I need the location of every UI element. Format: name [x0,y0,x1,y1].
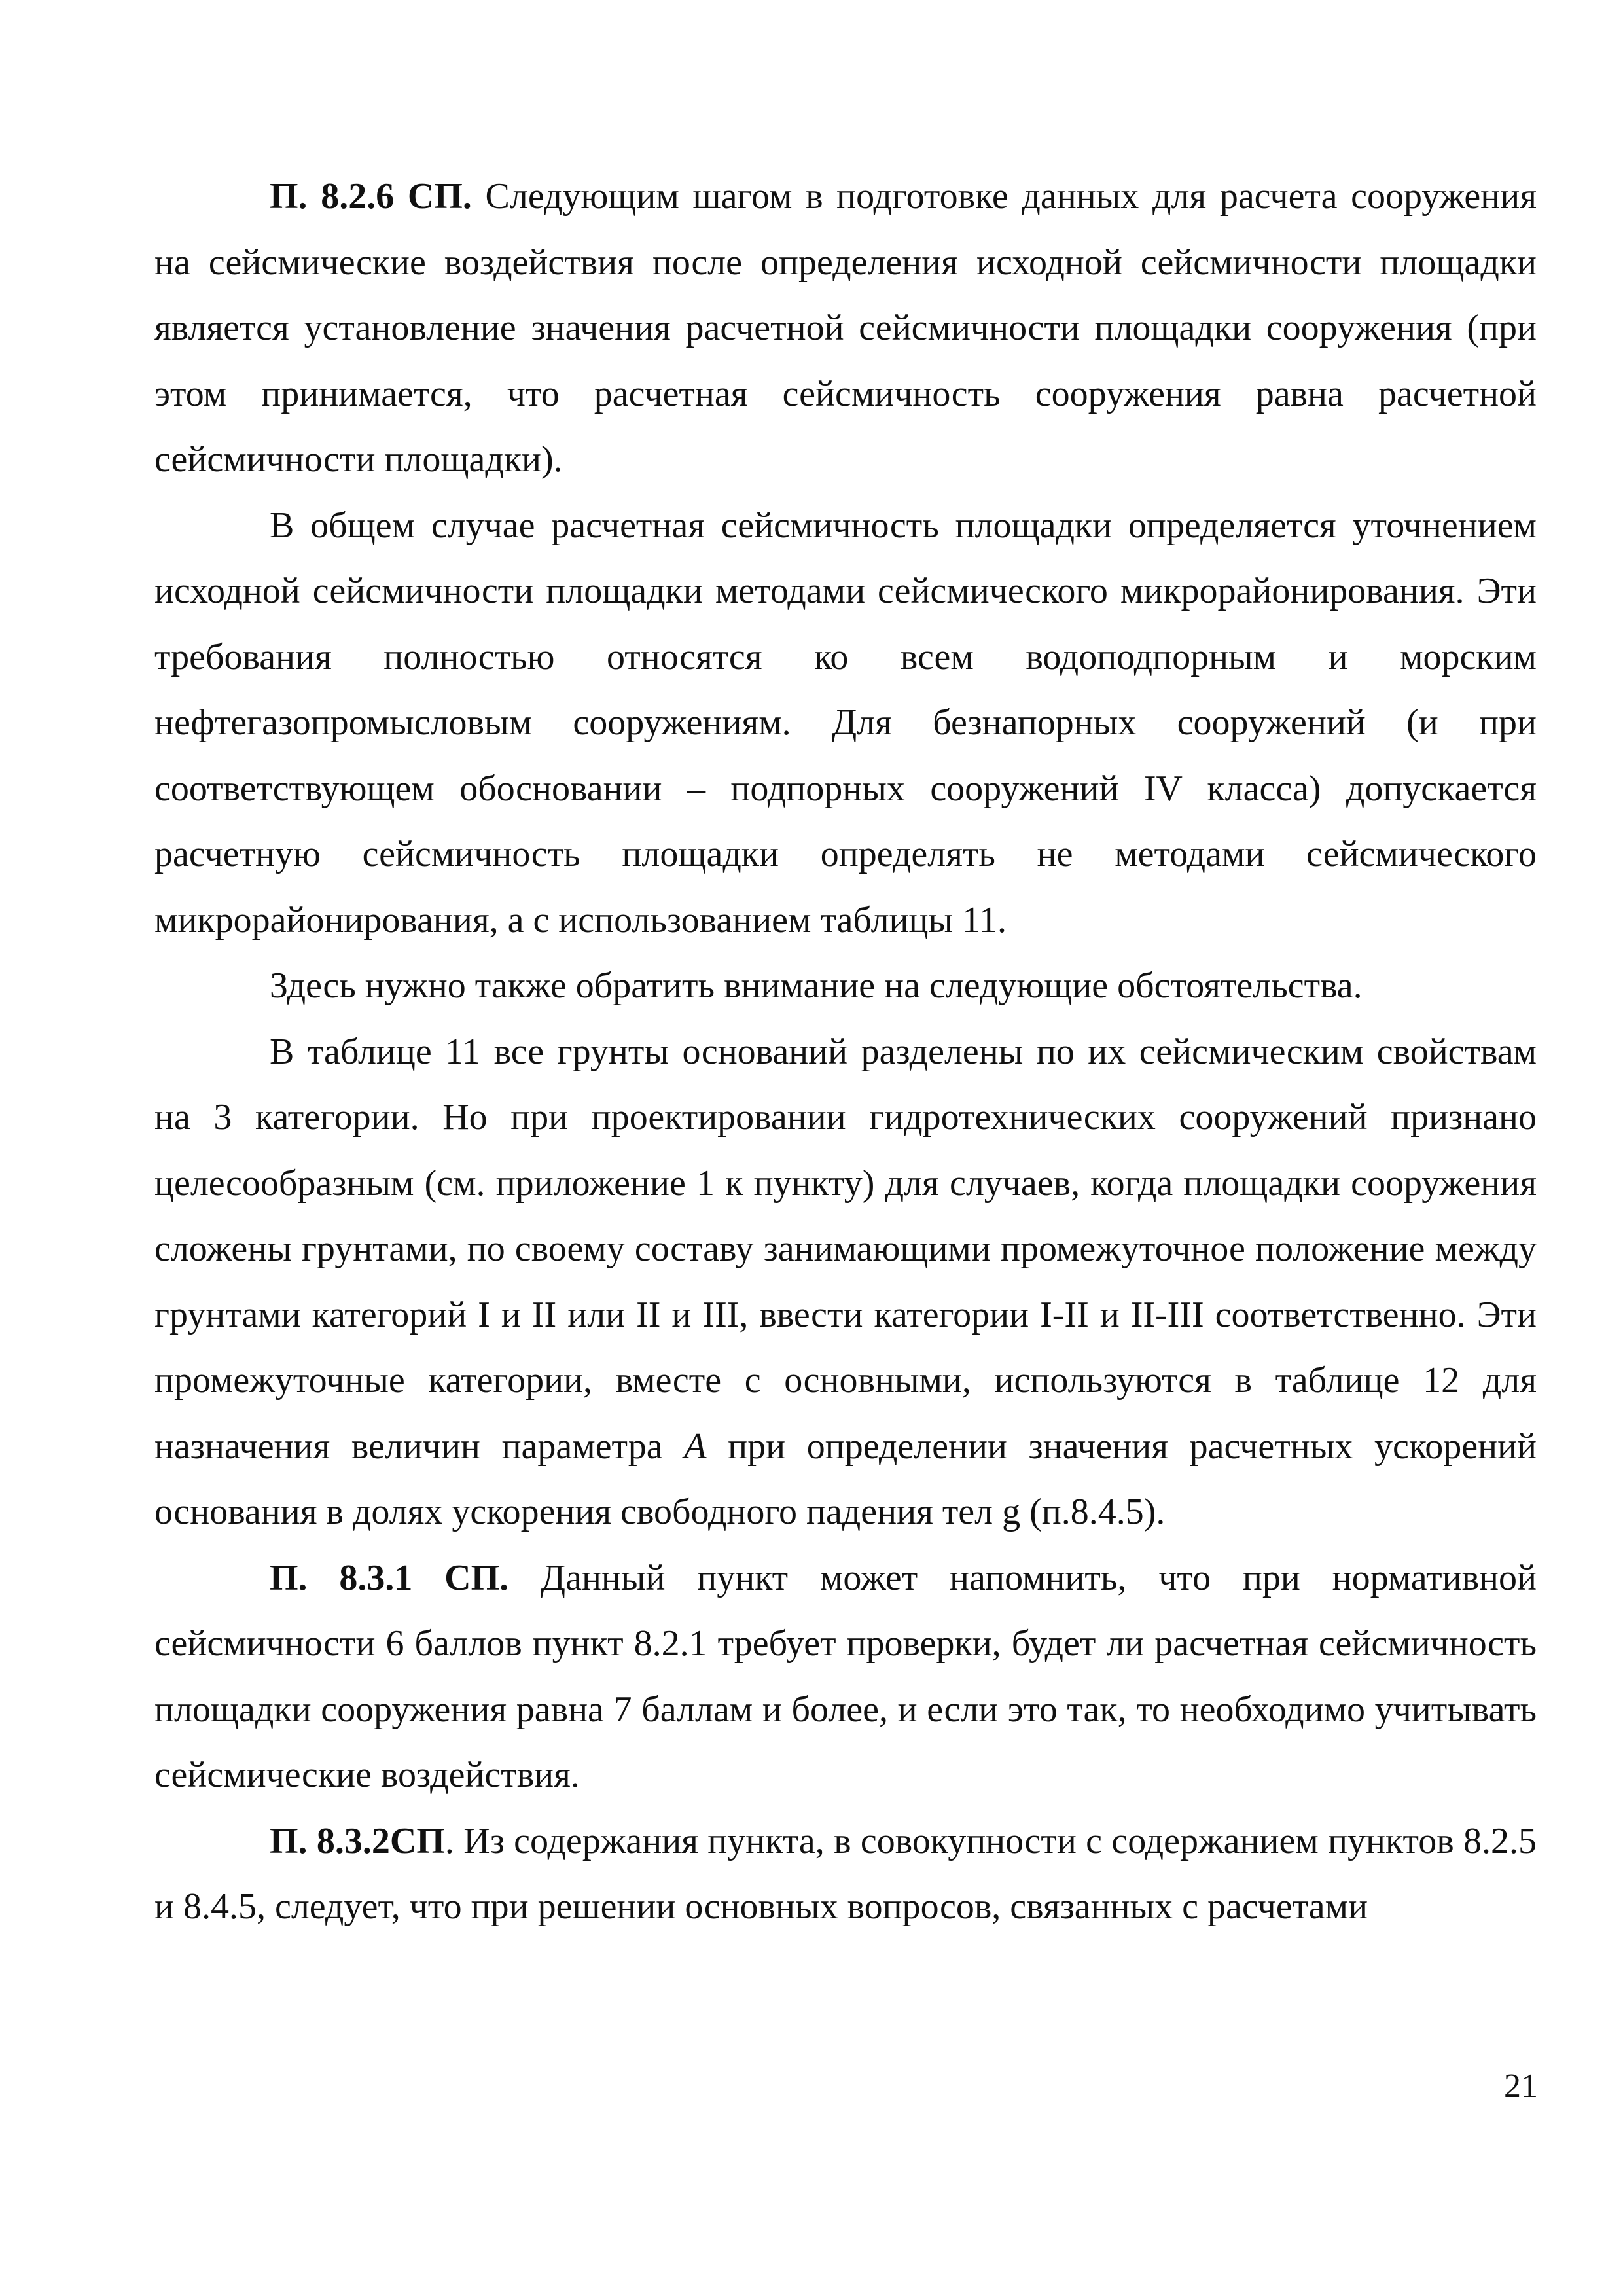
paragraph-text: при определении значения расчетных ускорений основания в долях ускорения свободного падения тел g (п.8.4.5). [154,1426,1537,1532]
parameter-a: A [684,1426,707,1467]
section-lead-8-2-6: П. 8.2.6 СП. [270,176,472,217]
paragraph-text: . Из содержания пункта, в совокупности с содержанием пунктов 8.2.5 и 8.4.5, следует, что при решении основных вопросов, связанных с расчетами [154,1820,1537,1927]
paragraph-8-2-6 [154,164,1537,493]
paragraph-8-3-2 [154,1808,1537,1940]
section-lead-8-3-1: П. 8.3.1 СП. [270,1557,509,1598]
paragraph-text: Следующим шагом в подготовке данных для расчета сооружения на сейсмические воздействия после определения исходной сейсмичности площадки является установление значения расчетной сейсмичности площадки сооружения (при этом принимается, что расчетная сейсмичность сооружения равна расчетной сейсмичности площадки). [154,176,1537,480]
paragraph-8-3-1 [154,1545,1537,1808]
paragraph-table-11 [154,1019,1537,1545]
paragraph-text: Данный пункт может напомнить, что при нормативной сейсмичности 6 баллов пункт 8.2.1 требует проверки, будет ли расчетная сейсмичность площадки сооружения равна 7 баллам и более, и если это так, то необходимо учитывать сейсмические воздействия. [154,1557,1537,1795]
paragraph-text: В таблице 11 все грунты оснований разделены по их сейсмическим свойствам на 3 категории. Но при проектировании гидротехнических сооружений признано целесообразным (см. приложение 1 к пункту) для случаев, когда площадки сооружения сложены грунтами, по своему составу занимающими промежуточное положение между грунтами категорий I и II или II и III, ввести категории I-II и II-III соответственно. Эти промежуточные категории, вместе с основными, используются в таблице 12 для назначения величин параметра [154,1031,1537,1467]
paragraph-general-case [154,493,1537,954]
paragraph-circumstances [154,953,1537,1019]
paragraph-text: В общем случае расчетная сейсмичность площадки определяется уточнением исходной сейсмичности площадки методами сейсмического микрорайонирования. Эти требования полностью относятся ко всем водоподпорным и морским нефтегазопромысловым сооружениям. Для безнапорных сооружений (и при соответствующем обосновании – подпорных сооружений IV класса) допускается расчетную сейсмичность площадки определять не методами сейсмического микрорайонирования, а с использованием таблицы 11. [154,505,1537,941]
section-lead-8-3-2: П. 8.3.2СП [270,1820,445,1861]
paragraph-text: Здесь нужно также обратить внимание на следующие обстоятельства. [270,965,1363,1006]
document-body [154,164,1537,1940]
page-number: 21 [1504,2068,1538,2105]
